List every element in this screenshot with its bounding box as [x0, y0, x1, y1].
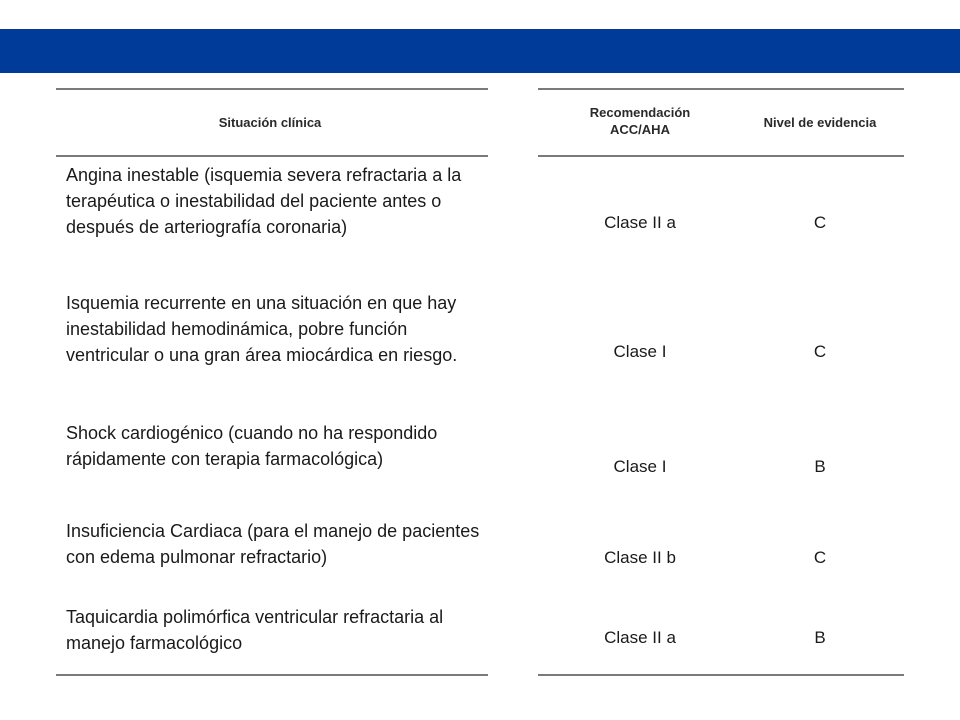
header-situation: Situación clínica [218, 115, 322, 130]
right-header-bottom-rule [538, 155, 904, 157]
row-3-situation: Shock cardiogénico (cuando no ha respondido rápidamente con terapia farmacológica) [66, 423, 438, 469]
left-table-top-rule [56, 88, 488, 90]
row-3-recommendation: Clase I [613, 457, 667, 476]
row-4-situation: Insuficiencia Cardiaca (para el manejo de pacientes con edema pulmonar refractario) [66, 521, 480, 567]
row-1-recommendation: Clase II a [604, 213, 676, 232]
row-5-situation: Taquicardia polimórfica ventricular refractaria al manejo farmacológico [66, 607, 444, 653]
row-5-recommendation: Clase II a [604, 628, 676, 647]
row-1-evidence: C [813, 213, 827, 232]
left-header-bottom-rule [56, 155, 488, 157]
row-2-situation: Isquemia recurrente en una situación en que hay inestabilidad hemodinámica, pobre función ventricular o una gran área miocárdica en riesgo. [66, 293, 458, 365]
left-table-bottom-rule [56, 674, 488, 676]
header-evidence: Nivel de evidencia [763, 115, 877, 130]
row-2-evidence: C [813, 342, 827, 361]
row-4-evidence: C [813, 548, 827, 567]
row-5-evidence: B [814, 628, 826, 647]
right-table-top-rule [538, 88, 904, 90]
row-3-evidence: B [814, 457, 826, 476]
row-4-recommendation: Clase II b [604, 548, 676, 567]
right-table-bottom-rule [538, 674, 904, 676]
row-1-situation: Angina inestable (isquemia severa refractaria a la terapéutica o inestabilidad del paciente antes o después de arteriografía coronaria) [66, 165, 462, 237]
header-recommendation: Recomendación ACC/AHA [589, 105, 691, 137]
header-band [0, 29, 960, 73]
row-2-recommendation: Clase I [613, 342, 667, 361]
